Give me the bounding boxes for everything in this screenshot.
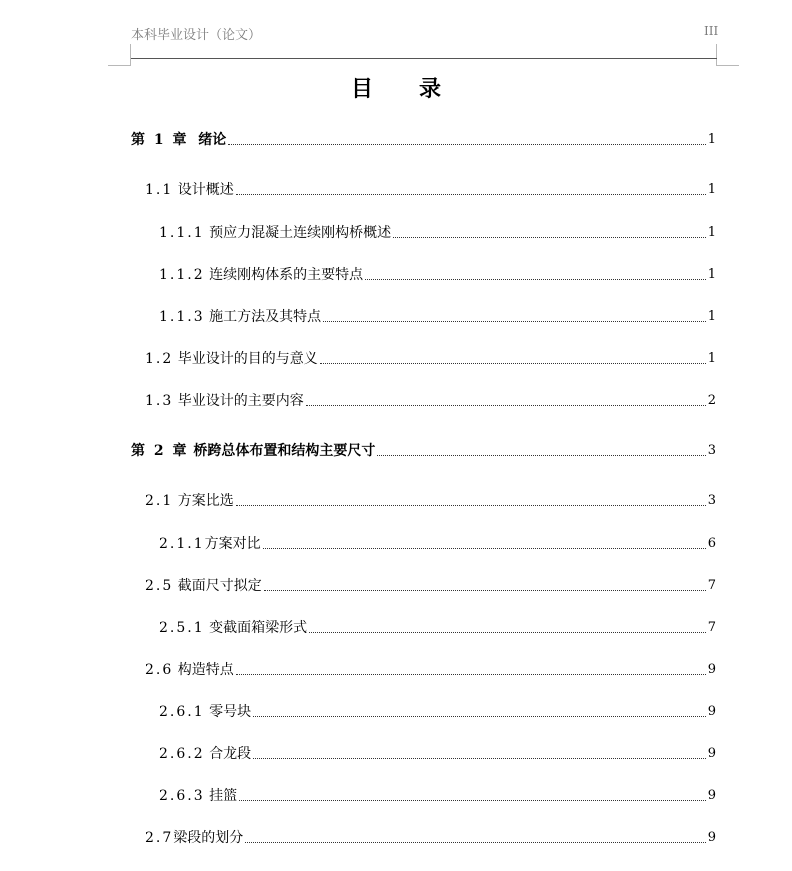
toc-entry[interactable] — [159, 699, 716, 721]
toc-entry[interactable] — [145, 488, 716, 510]
toc-entry-text: 截面尺寸拟定 — [173, 578, 262, 594]
toc-page-number: 1 — [707, 182, 716, 197]
toc-entry[interactable] — [159, 615, 716, 637]
toc-page-number: 9 — [707, 746, 716, 761]
toc-page-number: 1 — [707, 309, 716, 324]
toc-entry[interactable] — [145, 825, 716, 847]
toc-dot-leader — [239, 799, 706, 801]
toc-dot-leader — [228, 143, 705, 145]
toc-entry-text: 施工方法及其特点 — [204, 309, 322, 325]
toc-entry-text: 毕业设计的目的与意义 — [173, 351, 318, 367]
toc-entry[interactable] — [159, 262, 716, 284]
toc-dot-leader — [320, 362, 706, 364]
toc-page-number: 1 — [707, 351, 716, 366]
toc-entry[interactable] — [159, 304, 716, 326]
toc-entry[interactable] — [145, 657, 716, 679]
toc-entry[interactable] — [145, 346, 716, 368]
toc-entry-label — [159, 703, 251, 721]
toc-entry-number: 2.6.3 — [159, 788, 205, 804]
toc-entry-label — [159, 619, 307, 637]
toc-entry-label — [145, 350, 318, 368]
toc-entry[interactable] — [131, 127, 716, 149]
toc-entry-number: 第 1 章 — [131, 132, 189, 148]
toc-entry-label — [145, 661, 234, 679]
toc-entry-label — [159, 266, 363, 284]
crop-mark-left-vertical — [130, 44, 131, 66]
toc-entry[interactable] — [145, 573, 716, 595]
crop-mark-right-vertical — [716, 44, 717, 66]
toc-entry-number: 第 2 章 — [131, 443, 189, 459]
toc-entry-number: 2.5.1 — [159, 620, 205, 636]
toc-entry-label — [159, 787, 237, 805]
toc-entry-label — [159, 535, 261, 553]
toc-entry-text: 桥跨总体布置和结构主要尺寸 — [188, 443, 376, 459]
toc-entry-label — [159, 308, 321, 326]
toc-entry-text: 构造特点 — [173, 662, 234, 678]
header-page-number: III — [704, 24, 719, 38]
toc-entry-text: 零号块 — [204, 704, 252, 720]
toc-entry[interactable] — [145, 388, 716, 410]
page-title: 目录 — [350, 77, 487, 102]
header-title: 本科毕业设计（论文） — [131, 28, 262, 43]
toc-entry-number: 1.1 — [145, 182, 174, 198]
toc-entry-label — [159, 224, 391, 242]
crop-mark-left-horizontal — [108, 65, 131, 66]
toc-entry-text: 绪论 — [188, 132, 227, 148]
toc-page-number: 9 — [707, 662, 716, 677]
toc-entry-text: 连续刚构体系的主要特点 — [204, 267, 364, 283]
toc-entry-label — [145, 829, 243, 847]
toc-entry[interactable] — [159, 741, 716, 763]
toc-entry[interactable] — [131, 438, 716, 460]
toc-entry-text: 方案对比 — [204, 536, 261, 552]
toc-dot-leader — [377, 454, 705, 456]
toc-entry-label — [145, 392, 304, 410]
toc-entry-number: 2.6.1 — [159, 704, 205, 720]
toc-entry-label — [145, 492, 234, 510]
header-rule — [131, 58, 717, 59]
toc-entry[interactable] — [159, 783, 716, 805]
toc-entry[interactable] — [145, 177, 716, 199]
toc-entry-number: 2.7 — [145, 830, 174, 846]
toc-entry[interactable] — [159, 531, 716, 553]
toc-dot-leader — [245, 841, 705, 843]
toc-entry-number: 1.1.2 — [159, 267, 205, 283]
toc-page-number: 6 — [707, 536, 716, 551]
toc-entry-label — [145, 181, 234, 199]
toc-entry-number: 2.6 — [145, 662, 174, 678]
toc-page-number: 3 — [707, 493, 716, 508]
toc-dot-leader — [309, 631, 706, 633]
toc-entry-number: 1.2 — [145, 351, 174, 367]
toc-entry-number: 2.6.2 — [159, 746, 205, 762]
toc-entry-label — [145, 577, 262, 595]
toc-dot-leader — [323, 320, 706, 322]
toc-entry-number: 1.3 — [145, 393, 174, 409]
toc-entry-label — [131, 442, 375, 460]
toc-page-number: 3 — [707, 443, 716, 458]
toc-page-number: 1 — [707, 132, 716, 147]
toc-page-number: 9 — [707, 830, 716, 845]
toc-dot-leader — [236, 504, 706, 506]
toc-dot-leader — [306, 404, 706, 406]
toc-page-number: 2 — [707, 393, 716, 408]
toc-entry-number: 2.5 — [145, 578, 174, 594]
toc-entry-number: 2.1.1 — [159, 536, 205, 552]
toc-entry-label — [131, 131, 226, 149]
toc-dot-leader — [263, 547, 706, 549]
toc-entry[interactable] — [159, 220, 716, 242]
toc-dot-leader — [236, 673, 706, 675]
toc-entry-label — [159, 745, 251, 763]
toc-entry-text: 梁段的划分 — [173, 830, 244, 846]
toc-page-number: 1 — [707, 225, 716, 240]
toc-page-number: 7 — [707, 620, 716, 635]
toc-entry-text: 设计概述 — [173, 182, 234, 198]
toc-entry-text: 方案比选 — [173, 493, 234, 509]
toc-entry-text: 挂篮 — [204, 788, 238, 804]
toc-dot-leader — [393, 236, 706, 238]
toc-dot-leader — [264, 589, 706, 591]
toc-dot-leader — [253, 757, 706, 759]
toc-page-number: 1 — [707, 267, 716, 282]
toc-entry-text: 合龙段 — [204, 746, 252, 762]
toc-dot-leader — [365, 278, 706, 280]
toc-entry-number: 1.1.3 — [159, 309, 205, 325]
toc-entry-text: 预应力混凝土连续刚构桥概述 — [204, 225, 392, 241]
toc-dot-leader — [253, 715, 706, 717]
crop-mark-right-horizontal — [716, 65, 739, 66]
toc-entry-text: 变截面箱梁形式 — [204, 620, 308, 636]
toc-page-number: 7 — [707, 578, 716, 593]
toc-dot-leader — [236, 193, 706, 195]
toc-entry-number: 1.1.1 — [159, 225, 205, 241]
toc-page-number: 9 — [707, 704, 716, 719]
toc-entry-number: 2.1 — [145, 493, 174, 509]
toc-page-number: 9 — [707, 788, 716, 803]
toc-entry-text: 毕业设计的主要内容 — [173, 393, 304, 409]
